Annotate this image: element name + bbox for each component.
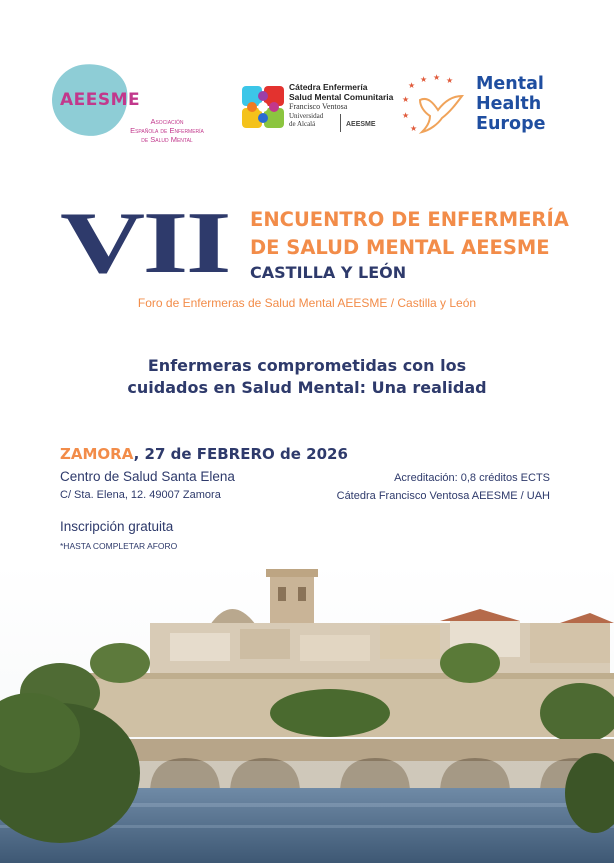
- mhe-line: Europe: [476, 114, 546, 134]
- mhe-line: Mental: [476, 74, 544, 94]
- svg-text:★: ★: [446, 76, 454, 85]
- event-venue: Centro de Salud Santa Elena: [60, 469, 235, 484]
- edition-numeral: VII: [60, 195, 229, 292]
- aeesme-subtitle-line: Asociación: [150, 117, 184, 126]
- aeesme-logo-subtitle: [110, 117, 224, 144]
- svg-text:★: ★: [420, 75, 428, 84]
- event-address: C/ Sta. Elena, 12. 49007 Zamora: [60, 489, 221, 501]
- catedra-title-line: Cátedra Enfermería: [289, 82, 368, 92]
- event-city: ZAMORA: [60, 445, 134, 463]
- uah-line: Universidad: [289, 112, 324, 120]
- uah-line: de Alcalá: [289, 119, 316, 128]
- aeesme-logo-text: AEESME: [60, 90, 141, 110]
- catedra-name: Francisco Ventosa: [289, 102, 348, 111]
- event-date: [60, 445, 348, 463]
- dove-stars-icon: [400, 74, 466, 136]
- capacity-note: *HASTA COMPLETAR AFORO: [60, 541, 178, 551]
- mhe-line: Health: [476, 94, 542, 114]
- svg-text:★: ★: [410, 124, 418, 133]
- puzzle-logo-icon: [240, 84, 286, 130]
- event-date-text: , 27 de FEBRERO de 2026: [133, 445, 348, 463]
- mhe-logo-text: [476, 74, 545, 134]
- forum-subtitle: Foro de Enfermeras de Salud Mental AEESME / Castilla y León: [137, 296, 477, 310]
- svg-text:★: ★: [402, 95, 410, 104]
- catedra-title-line: Salud Mental Comunitaria: [289, 91, 394, 102]
- aeesme-subtitle-line: de Salud Mental: [141, 135, 193, 144]
- svg-text:★: ★: [408, 81, 416, 90]
- event-title-line3: CASTILLA Y LEÓN: [250, 263, 407, 282]
- event-slogan: [0, 355, 614, 399]
- aeesme-subtitle-line: Española de Enfermería: [130, 126, 204, 135]
- event-title-line1: ENCUENTRO DE ENFERMERÍA: [250, 208, 569, 231]
- uah-name: [289, 113, 323, 128]
- catedra-title: [289, 83, 393, 102]
- aeesme-small-mark: AEESME: [346, 121, 376, 128]
- registration-note: Inscripción gratuita: [60, 519, 174, 534]
- event-title-line2: DE SALUD MENTAL AEESME: [250, 236, 550, 259]
- zamora-city-photo: [0, 563, 614, 863]
- svg-text:★: ★: [402, 111, 410, 120]
- logo-divider: [340, 114, 341, 132]
- slogan-line: Enfermeras comprometidas con los: [147, 356, 467, 375]
- accreditation: Acreditación: 0,8 créditos ECTS: [394, 472, 550, 484]
- slogan-line: cuidados en Salud Mental: Una realidad: [127, 378, 487, 397]
- svg-text:★: ★: [433, 74, 441, 82]
- accreditation-by: Cátedra Francisco Ventosa AEESME / UAH: [336, 490, 550, 502]
